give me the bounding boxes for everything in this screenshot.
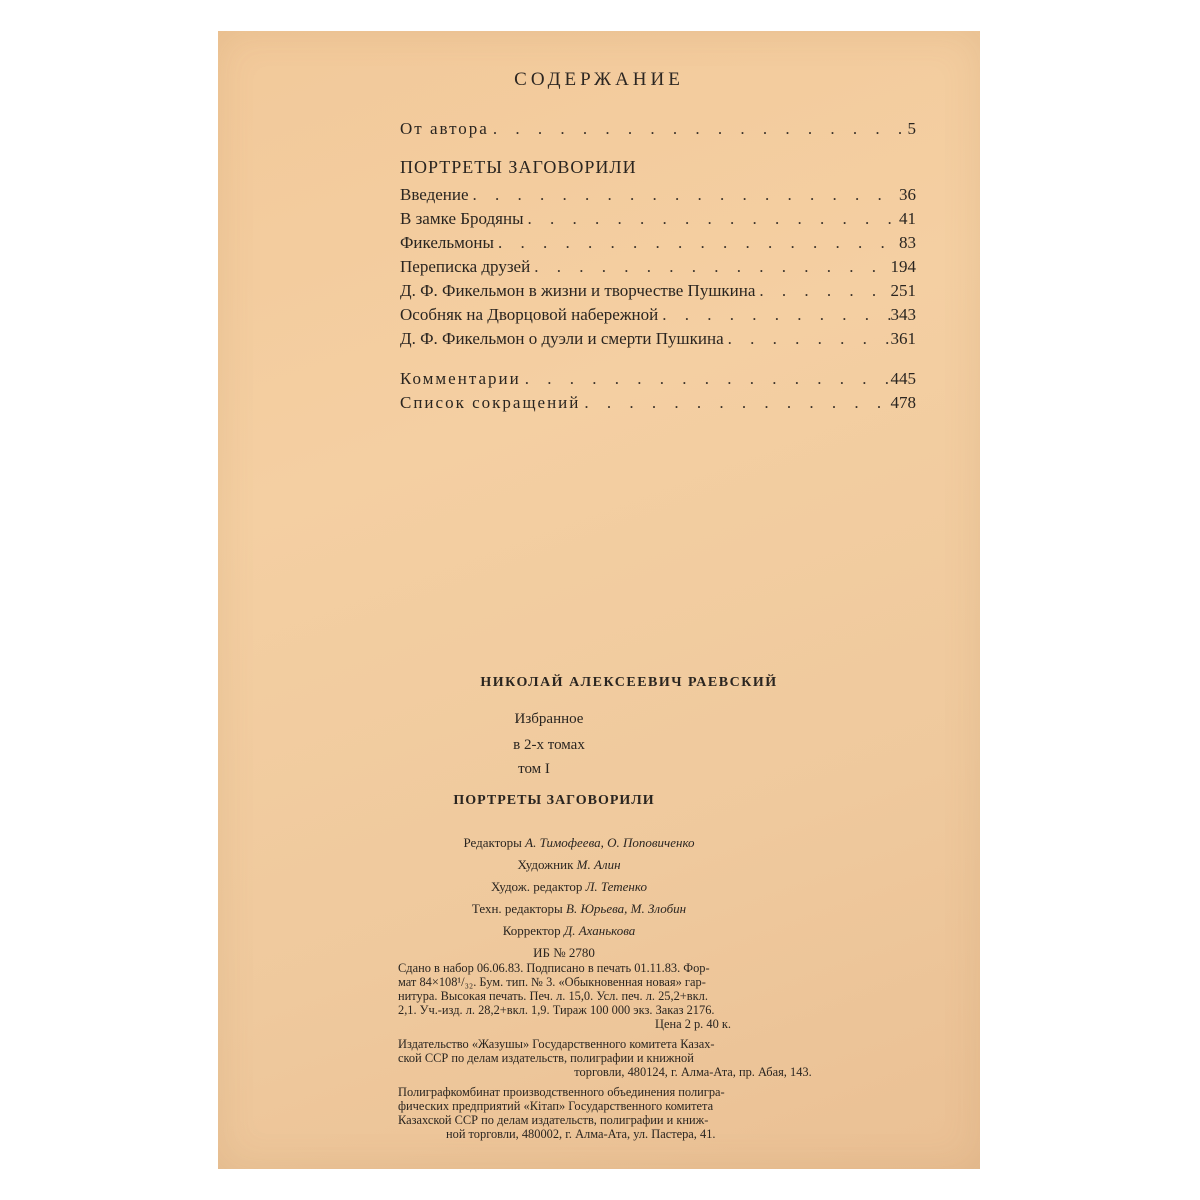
credit-role: Техн. редакторы bbox=[471, 901, 563, 916]
toc-leader-dots bbox=[469, 185, 899, 205]
credit-names: А. Тимофеева, О. Поповиченко bbox=[525, 835, 695, 850]
toc-entry-title: Д. Ф. Фикельмон о дуэли и смерти Пушкина bbox=[400, 329, 724, 348]
printer-line: фических предприятий «Кітап» Государственного комитета bbox=[398, 1099, 714, 1113]
toc-entry-page: 41 bbox=[899, 209, 916, 228]
toc-entry-page: 343 bbox=[890, 305, 916, 324]
credit-art-editor bbox=[158, 879, 980, 895]
toc-heading: СОДЕРЖАНИЕ bbox=[514, 69, 684, 90]
toc-entry-page: 445 bbox=[890, 369, 916, 388]
toc-entry-abbreviations bbox=[400, 393, 916, 415]
toc-leader-dots bbox=[521, 369, 891, 389]
colophon-ib-number: ИБ № 2780 bbox=[533, 945, 595, 960]
toc-entry-author-note bbox=[400, 119, 916, 141]
colophon-volume-number: том I bbox=[518, 761, 550, 777]
toc-leader-dots bbox=[755, 281, 890, 301]
toc-entry-title: Д. Ф. Фикельмон в жизни и творчестве Пушкина bbox=[400, 281, 756, 300]
toc-entry-page: 194 bbox=[890, 257, 916, 276]
toc-leader-dots bbox=[524, 209, 900, 229]
printer-block bbox=[398, 1085, 918, 1141]
toc-entry-title: Введение bbox=[400, 185, 469, 204]
toc-entry bbox=[400, 329, 916, 351]
print-info-line: мат 84×108¹/₃₂. Бум. тип. № 3. «Обыкновенная новая» гар- bbox=[398, 975, 706, 989]
credit-names: Л. Тетенко bbox=[585, 879, 647, 894]
publisher-line: торговли, 480124, г. Алма-Ата, пр. Абая, 143. bbox=[574, 1065, 812, 1079]
toc-entry bbox=[400, 233, 916, 255]
toc-entry bbox=[400, 305, 916, 327]
toc-leader-dots bbox=[658, 305, 890, 325]
credit-artist bbox=[158, 857, 980, 873]
credit-role: Художник bbox=[517, 857, 574, 872]
toc-section-title: ПОРТРЕТЫ ЗАГОВОРИЛИ bbox=[400, 157, 637, 177]
credit-role: Редакторы bbox=[463, 835, 522, 850]
toc-entry-title: Фикельмоны bbox=[400, 233, 494, 252]
toc-entry-page: 361 bbox=[890, 329, 916, 348]
credit-names: В. Юрьева, М. Злобин bbox=[566, 901, 687, 916]
printer-line: Казахской ССР по делам издательств, полиграфии и книж- bbox=[398, 1113, 709, 1127]
toc-entry-page: 478 bbox=[890, 393, 916, 412]
publisher-line: Издательство «Жазушы» Государственного комитета Казах- bbox=[398, 1037, 715, 1051]
credit-names: М. Алин bbox=[576, 857, 621, 872]
toc-leader-dots bbox=[530, 257, 890, 277]
toc-entry-page: 5 bbox=[907, 119, 916, 138]
toc-entry-title: Комментарии bbox=[400, 369, 521, 388]
toc-entry-page: 251 bbox=[890, 281, 916, 300]
print-info-line: 2,1. Уч.-изд. л. 28,2+вкл. 1,9. Тираж 100 000 экз. Заказ 2176. bbox=[398, 1003, 715, 1017]
toc-entry bbox=[400, 185, 916, 207]
toc-entry-comments bbox=[400, 369, 916, 391]
credit-names: Д. Аханькова bbox=[563, 923, 636, 938]
toc-leader-dots bbox=[489, 119, 908, 139]
toc-leader-dots bbox=[724, 329, 891, 349]
print-info-line: нитура. Высокая печать. Печ. л. 15,0. Усл. печ. л. 25,2+вкл. bbox=[398, 989, 708, 1003]
toc-leader-dots bbox=[580, 393, 890, 413]
credit-proofreader bbox=[158, 923, 980, 939]
toc-entry-title: Список сокращений bbox=[400, 393, 581, 412]
publisher-block bbox=[398, 1037, 918, 1079]
printer-line: Полиграфкомбинат производственного объединения полигра- bbox=[398, 1085, 725, 1099]
publisher-line: ской ССР по делам издательств, полиграфии и книжной bbox=[398, 1051, 694, 1065]
toc-entry bbox=[400, 209, 916, 231]
toc-entry-title: В замке Бродяны bbox=[400, 209, 524, 228]
toc-entry bbox=[400, 281, 916, 303]
toc-entry-title: Переписка друзей bbox=[400, 257, 531, 276]
print-info-line: Цена 2 р. 40 к. bbox=[655, 1017, 731, 1031]
printer-line: ной торговли, 480002, г. Алма-Ата, ул. Пастера, 41. bbox=[446, 1127, 716, 1141]
credit-editors bbox=[178, 835, 980, 851]
book-page bbox=[218, 31, 980, 1169]
toc-entry-title: От автора bbox=[400, 119, 489, 138]
colophon-volumes: в 2-х томах bbox=[513, 737, 585, 753]
toc-entry-page: 83 bbox=[899, 233, 916, 252]
credit-role: Корректор bbox=[502, 923, 561, 938]
toc-entry-title: Особняк на Дворцовой набережной bbox=[400, 305, 659, 324]
toc-entry-page: 36 bbox=[899, 185, 916, 204]
colophon-author: НИКОЛАЙ АЛЕКСЕЕВИЧ РАЕВСКИЙ bbox=[480, 675, 778, 690]
credit-role: Худож. редактор bbox=[491, 879, 583, 894]
print-info-line: Сдано в набор 06.06.83. Подписано в печать 01.11.83. Фор- bbox=[398, 961, 710, 975]
toc-leader-dots bbox=[494, 233, 899, 253]
toc-entry bbox=[400, 257, 916, 279]
colophon-title: ПОРТРЕТЫ ЗАГОВОРИЛИ bbox=[453, 793, 655, 808]
colophon-series: Избранное bbox=[514, 711, 584, 727]
credit-tech-editors bbox=[178, 901, 980, 917]
print-info-block bbox=[398, 961, 918, 1031]
